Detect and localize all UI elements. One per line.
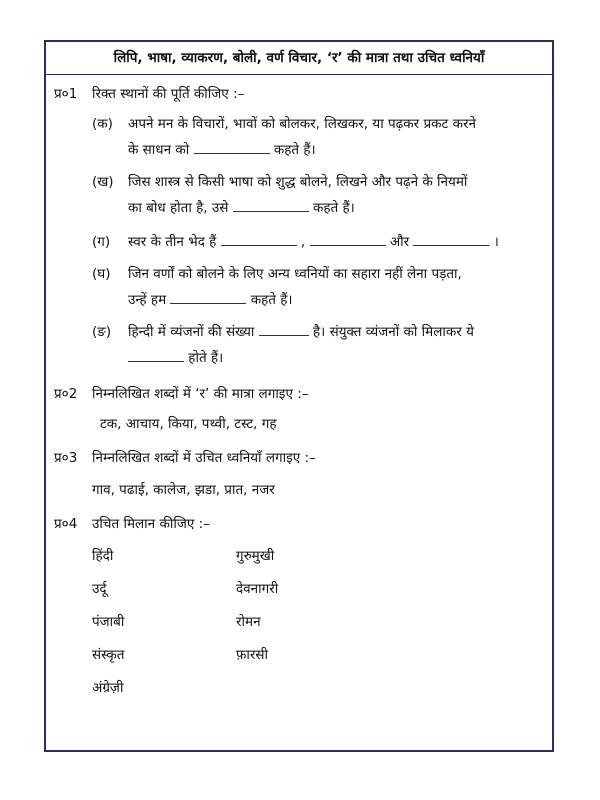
q1-item-text: अपने मन के विचारों, भावों को बोलकर, लिखकर, या पढ़कर प्रकट करने <box>128 116 476 132</box>
q1-item-line <box>128 322 474 340</box>
match-right-item[interactable]: देवनागरी <box>236 581 279 597</box>
answer-blank[interactable] <box>310 237 386 246</box>
q2-heading: निम्नलिखित शब्दों में ‘र’ की मात्रा लगाइए :– <box>92 386 309 402</box>
q1-item-suffix: कहते हैं। <box>312 200 355 216</box>
q1-item-line <box>128 232 499 250</box>
q2-words: टक, आचाय, किया, पथ्वी, टस्ट, गह <box>100 416 277 432</box>
q1-item-text: जिन वर्णों को बोलने के लिए अन्य ध्वनियों का सहारा नहीं लेना पड़ता, <box>128 266 462 282</box>
q1-item-label: (ग) <box>92 234 111 250</box>
q1-item-prefix: उन्हें हम <box>128 292 167 308</box>
and-word: और <box>389 234 410 250</box>
q1-item-label: (क) <box>92 116 113 132</box>
match-right-item[interactable]: गुरुमुखी <box>236 548 275 564</box>
q1-item-label: (ख) <box>92 174 114 190</box>
q1-item-prefix: स्वर के तीन भेद हैं <box>128 234 217 250</box>
answer-blank[interactable] <box>221 237 297 246</box>
worksheet-title: लिपि, भाषा, व्याकरण, बोली, वर्ण विचार, ‘र’ की मात्रा तथा उचित ध्वनियाँ <box>46 48 552 75</box>
q1-item-label: (ङ) <box>92 324 112 340</box>
match-left-item[interactable]: हिंदी <box>92 548 114 564</box>
comma: , <box>300 234 306 250</box>
q1-item-label: (घ) <box>92 266 111 282</box>
q2-number: प्र०2 <box>54 386 78 402</box>
q3-words: गाव, पढाई, कालेज, झडा, प्रात, नजर <box>92 482 275 498</box>
match-right-item[interactable]: फ़ारसी <box>236 647 269 663</box>
answer-blank[interactable] <box>259 327 309 336</box>
q1-item-line2 <box>128 348 223 366</box>
full-stop: । <box>493 234 499 250</box>
q1-item-mid: है। संयुक्त व्यंजनों को मिलाकर ये <box>313 324 474 340</box>
match-left-item[interactable]: संस्कृत <box>92 647 125 663</box>
match-right-item[interactable]: रोमन <box>236 614 261 630</box>
q1-item-text: जिस शास्त्र से किसी भाषा को शुद्ध बोलने, लिखने और पढ़ने के नियमों <box>128 174 468 190</box>
match-left-item[interactable]: पंजाबी <box>92 614 125 630</box>
q4-heading: उचित मिलान कीजिए :– <box>92 516 210 532</box>
q4-number: प्र०4 <box>54 516 78 532</box>
q3-heading: निम्नलिखित शब्दों में उचित ध्वनियाँ लगाइए :– <box>92 450 316 466</box>
q1-item-prefix: के साधन को <box>128 142 190 158</box>
answer-blank[interactable] <box>194 145 270 154</box>
q1-number: प्र०1 <box>54 86 78 102</box>
match-left-item[interactable]: उर्दू <box>92 581 107 597</box>
answer-blank[interactable] <box>170 295 246 304</box>
answer-blank[interactable] <box>233 203 309 212</box>
match-left-item[interactable]: अंग्रेज़ी <box>92 680 124 696</box>
q3-number: प्र०3 <box>54 450 78 466</box>
q1-item-suffix: कहते हैं। <box>250 292 293 308</box>
q1-item-prefix: हिन्दी में व्यंजनों की संख्या <box>128 324 255 340</box>
q1-item-prefix: का बोध होता है, उसे <box>128 200 229 216</box>
q1-item-line2 <box>128 198 355 216</box>
answer-blank[interactable] <box>128 353 184 362</box>
answer-blank[interactable] <box>413 237 489 246</box>
q1-item-suffix: कहते हैं। <box>273 142 316 158</box>
q1-heading: रिक्त स्थानों की पूर्ति कीजिए :– <box>92 86 245 102</box>
q1-item-line2 <box>128 140 316 158</box>
q1-row <box>54 84 77 102</box>
q1-item-suffix: होते हैं। <box>188 350 224 366</box>
q1-item-line2 <box>128 290 293 308</box>
